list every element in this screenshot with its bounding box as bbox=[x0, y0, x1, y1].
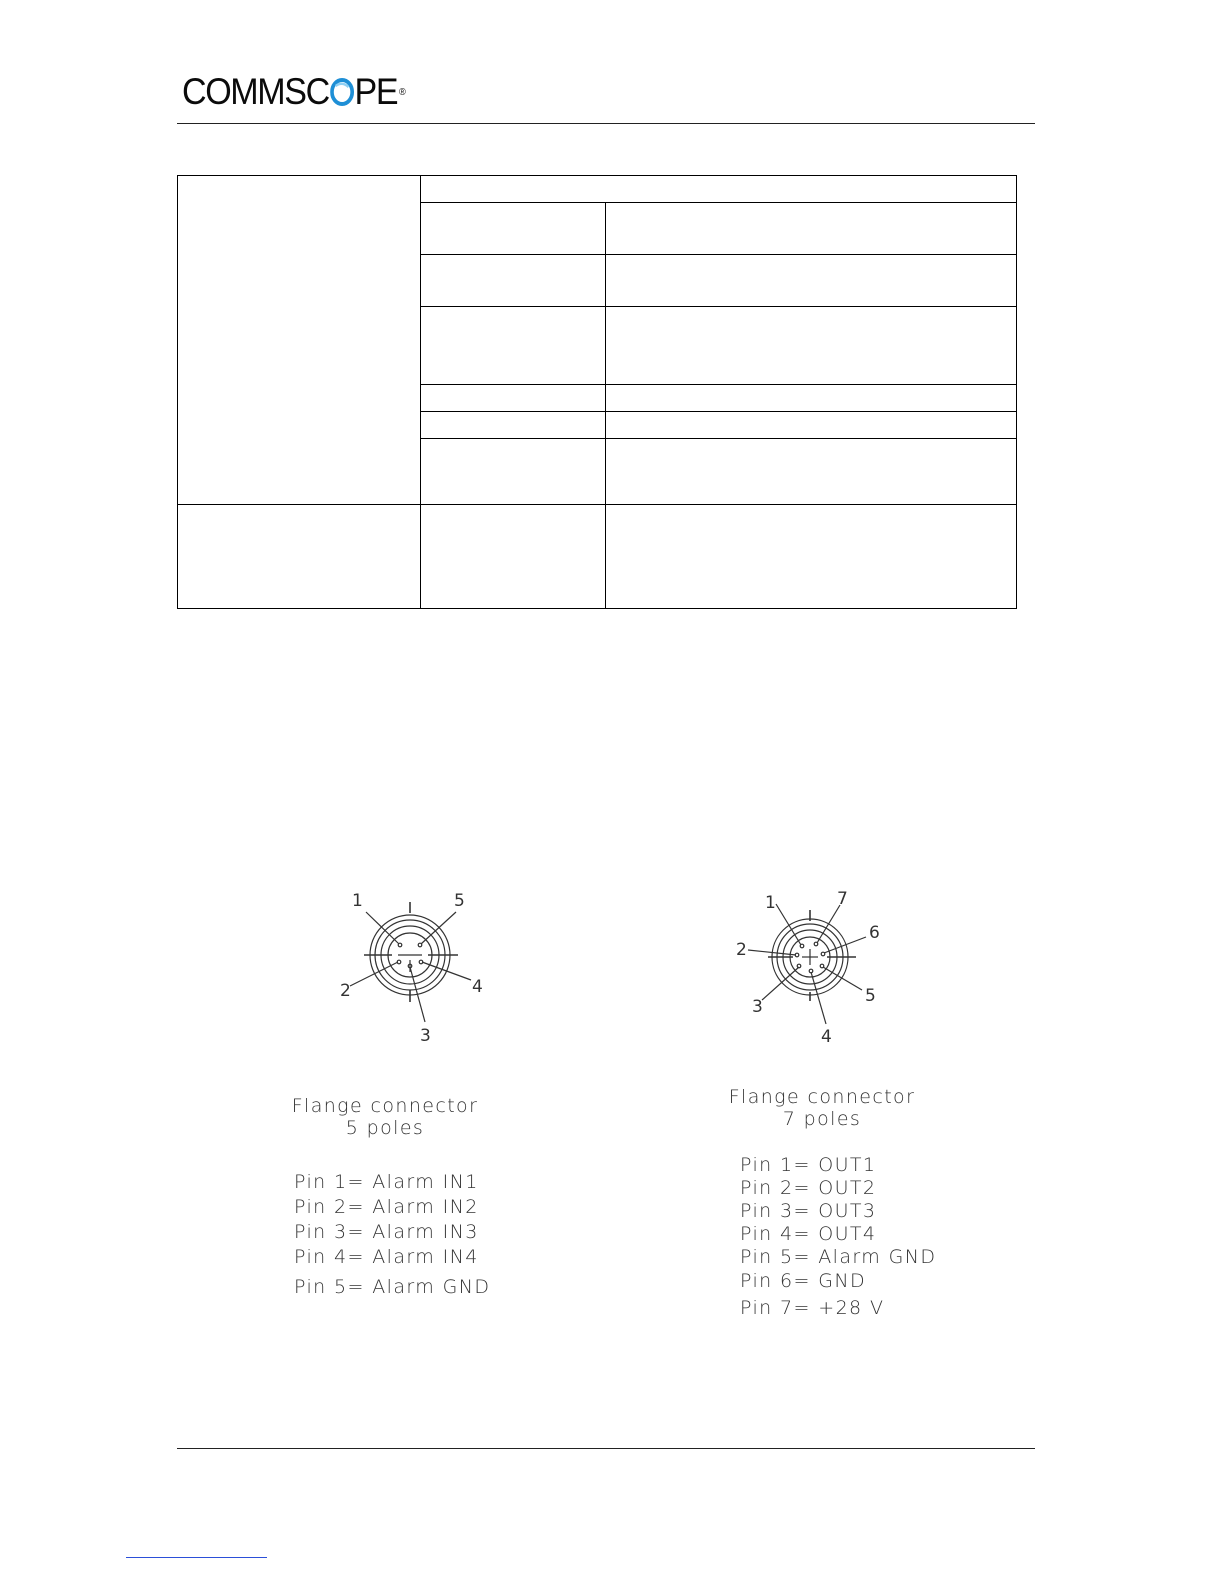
table-cell bbox=[421, 203, 606, 255]
pin-label-7p-7: 7 bbox=[837, 889, 848, 909]
footer-rule bbox=[177, 1448, 1035, 1449]
caption-title: Flange connector bbox=[291, 1095, 479, 1117]
pin-label-7p-6: 6 bbox=[869, 923, 880, 943]
logo-registered-mark: ® bbox=[399, 86, 406, 98]
table-cell bbox=[421, 385, 606, 412]
table-cell bbox=[606, 385, 1017, 412]
connector-7-caption bbox=[722, 1086, 922, 1130]
table-cell bbox=[606, 307, 1017, 385]
caption-subtitle: 7 poles bbox=[782, 1108, 862, 1130]
pin-label-7p-4: 4 bbox=[821, 1027, 832, 1047]
pin-label-7p-3: 3 bbox=[752, 997, 763, 1017]
pin-item: Pin 2= Alarm IN2 bbox=[294, 1196, 479, 1218]
caption-subtitle: 5 poles bbox=[345, 1117, 425, 1139]
table-row bbox=[178, 176, 1017, 203]
pin-item: Pin 4= OUT4 bbox=[740, 1223, 877, 1245]
pin-item: Pin 4= Alarm IN4 bbox=[294, 1246, 479, 1268]
pin-item: Pin 5= Alarm GND bbox=[294, 1276, 491, 1298]
logo-ring-icon bbox=[330, 77, 354, 107]
pin-label-5p-3: 3 bbox=[420, 1026, 431, 1046]
connector-7-pole-diagram bbox=[748, 904, 866, 1024]
table-cell-group-b bbox=[178, 505, 421, 609]
connector-7-pin-list bbox=[740, 1154, 936, 1320]
commscope-logo bbox=[182, 68, 406, 116]
table-cell bbox=[606, 439, 1017, 505]
pin-item: Pin 6= GND bbox=[740, 1270, 867, 1292]
connector-5-pole-diagram bbox=[350, 902, 471, 1022]
connector-5-caption bbox=[285, 1095, 485, 1139]
pin-label-7p-5: 5 bbox=[865, 986, 876, 1006]
logo-text-left: COMMSC bbox=[182, 71, 329, 112]
pin-item: Pin 1= OUT1 bbox=[740, 1154, 877, 1176]
table-cell-group-a bbox=[178, 176, 421, 505]
caption-title: Flange connector bbox=[728, 1086, 916, 1108]
table-cell bbox=[421, 307, 606, 385]
pin-item: Pin 1= Alarm IN1 bbox=[294, 1171, 479, 1193]
logo-text-right: PE bbox=[354, 71, 398, 112]
pin-label-7p-1: 1 bbox=[765, 893, 776, 913]
table-cell bbox=[421, 439, 606, 505]
table-cell bbox=[606, 412, 1017, 439]
table-cell bbox=[606, 505, 1017, 609]
table-cell bbox=[606, 255, 1017, 307]
table-row bbox=[178, 505, 1017, 609]
spec-table bbox=[177, 175, 1017, 609]
pin-item: Pin 2= OUT2 bbox=[740, 1177, 877, 1199]
pin-item: Pin 3= OUT3 bbox=[740, 1200, 877, 1222]
pin-label-7p-2: 2 bbox=[736, 940, 747, 960]
footer-link-underline[interactable] bbox=[126, 1557, 267, 1558]
table-cell bbox=[421, 505, 606, 609]
connector-5-pin-list bbox=[294, 1171, 490, 1301]
header-rule bbox=[177, 123, 1035, 124]
table-cell bbox=[421, 412, 606, 439]
pin-label-5p-2: 2 bbox=[340, 981, 351, 1001]
pin-label-5p-4: 4 bbox=[472, 977, 483, 997]
pin-item: Pin 3= Alarm IN3 bbox=[294, 1221, 479, 1243]
pin-item: Pin 7= +28 V bbox=[740, 1297, 885, 1319]
pin-label-5p-1: 1 bbox=[352, 891, 363, 911]
table-cell-group-a-heading bbox=[421, 176, 1017, 203]
pin-item: Pin 5= Alarm GND bbox=[740, 1246, 937, 1268]
table-cell bbox=[606, 203, 1017, 255]
pin-label-5p-5: 5 bbox=[454, 891, 465, 911]
table-cell bbox=[421, 255, 606, 307]
